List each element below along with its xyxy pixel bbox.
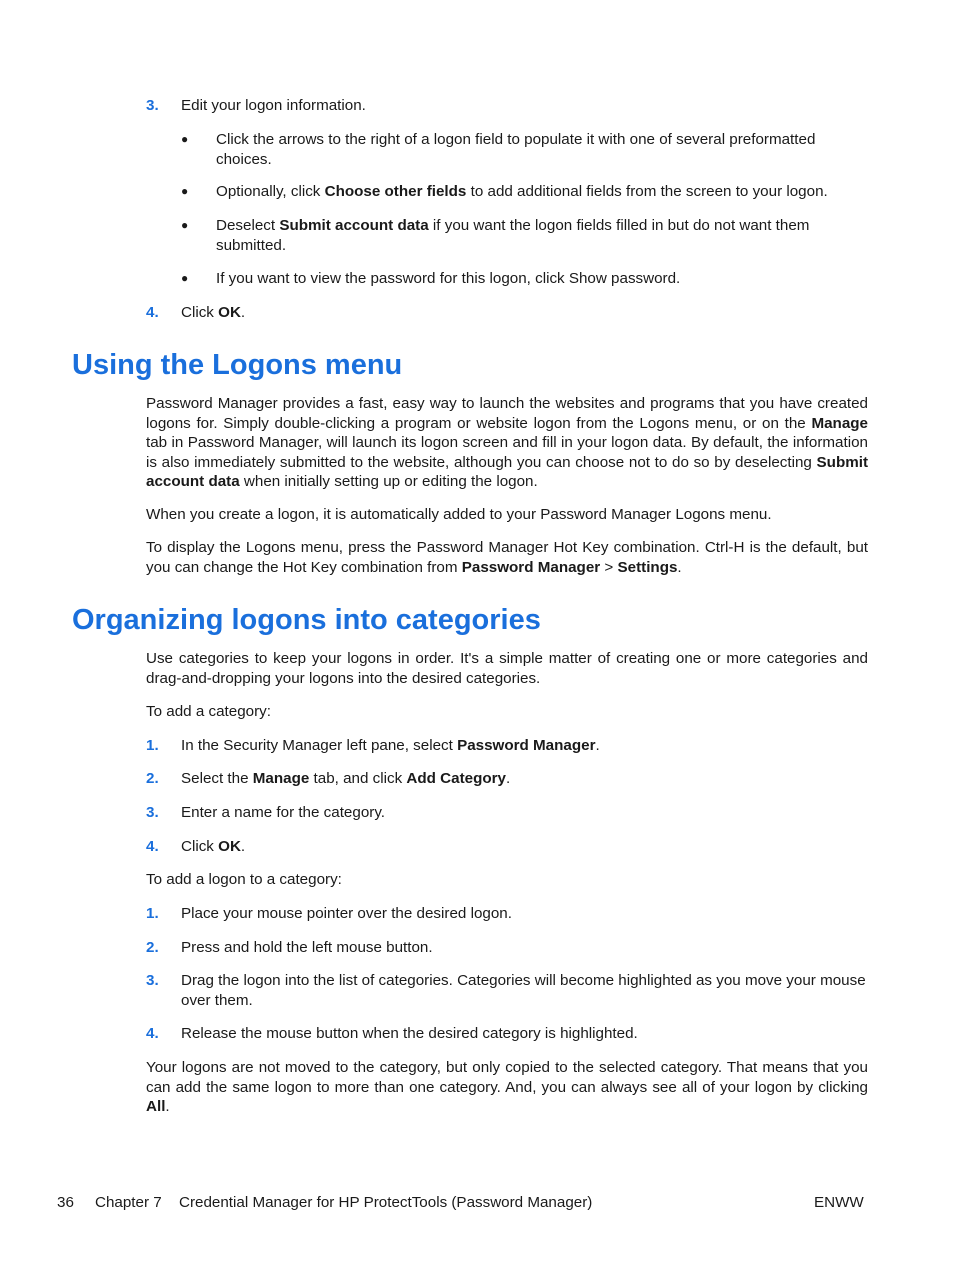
step-number: 3.: [146, 97, 159, 114]
bullet-item: If you want to view the password for this logon, click Show password.: [216, 270, 681, 287]
step-text: Release the mouse button when the desired category is highlighted.: [181, 1025, 638, 1042]
step-number: 1.: [146, 905, 159, 922]
paragraph: Password Manager provides a fast, easy way to launch the websites and programs that you have created logons for. Simply double-clicking a program or website logon from the Logons menu, or on the Manage tab in Password Manager, will launch its logon screen and fill in your logon data. By default, the information is also immediately submitted to the website, although you can choose not to do so by deselecting Submit account data when initially setting up or editing the logon.: [146, 395, 868, 490]
step-text: Click OK.: [181, 304, 246, 321]
footer-page-number: 36: [57, 1194, 74, 1211]
step-text: Enter a name for the category.: [181, 804, 386, 821]
bullet-dot: ●: [181, 132, 189, 146]
section-heading-logons-menu: Using the Logons menu: [72, 349, 403, 381]
bullet-item: Click the arrows to the right of a logon field to populate it with one of several preformatted choices.: [216, 131, 816, 168]
step-number: 4.: [146, 304, 159, 321]
footer-code: ENWW: [814, 1194, 864, 1211]
step-text: Edit your logon information.: [181, 97, 366, 114]
step-number: 3.: [146, 972, 159, 989]
paragraph: Use categories to keep your logons in order. It's a simple matter of creating one or more categories and drag-and-dropping your logons into the desired categories.: [146, 650, 868, 687]
step-number: 2.: [146, 770, 159, 787]
bullet-item: Optionally, click Choose other fields to add additional fields from the screen to your logon.: [216, 183, 828, 200]
footer-chapter: Chapter 7: [95, 1194, 162, 1211]
footer-chapter-title: Credential Manager for HP ProtectTools (Password Manager): [179, 1194, 593, 1211]
step-text: Click OK.: [181, 838, 246, 855]
step-number: 3.: [146, 804, 159, 821]
step-text: Select the Manage tab, and click Add Category.: [181, 770, 511, 787]
bullet-dot: ●: [181, 218, 189, 232]
list-intro: To add a logon to a category:: [146, 871, 342, 888]
step-text: In the Security Manager left pane, select Password Manager.: [181, 737, 600, 754]
step-text: Place your mouse pointer over the desired logon.: [181, 905, 512, 922]
bullet-dot: ●: [181, 271, 189, 285]
bullet-item: Deselect Submit account data if you want the logon fields filled in but do not want them submitted.: [216, 217, 810, 254]
step-number: 1.: [146, 737, 159, 754]
bullet-dot: ●: [181, 184, 189, 198]
section-heading-categories: Organizing logons into categories: [72, 604, 541, 636]
step-text: Drag the logon into the list of categories. Categories will become highlighted as you move your mouse over them.: [181, 972, 866, 1009]
step-number: 2.: [146, 939, 159, 956]
step-number: 4.: [146, 1025, 159, 1042]
paragraph: To display the Logons menu, press the Password Manager Hot Key combination. Ctrl-H is the default, but you can change the Hot Key combination from Password Manager > Settings.: [146, 539, 868, 576]
paragraph: When you create a logon, it is automatically added to your Password Manager Logons menu.: [146, 506, 772, 523]
list-intro: To add a category:: [146, 703, 271, 720]
step-number: 4.: [146, 838, 159, 855]
paragraph: Your logons are not moved to the category, but only copied to the selected category. That means that you can add the same logon to more than one category. And, you can always see all of your logon by clicking All.: [146, 1059, 868, 1115]
step-text: Press and hold the left mouse button.: [181, 939, 433, 956]
